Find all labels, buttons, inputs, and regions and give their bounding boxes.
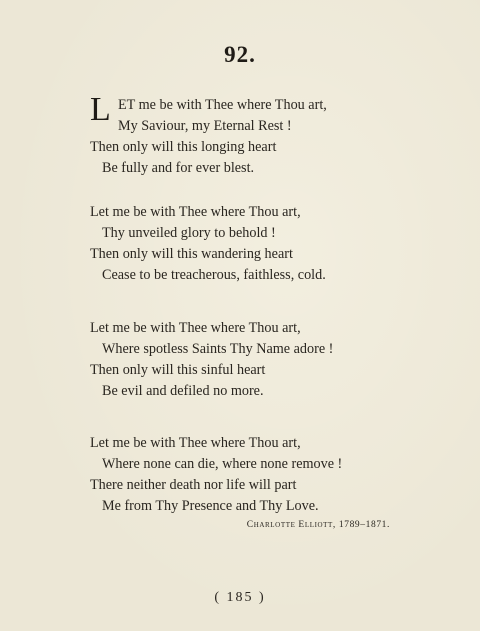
stanza-1-line-2: My Saviour, my Eternal Rest ! (118, 118, 292, 134)
page-number: ( 185 ) (214, 590, 266, 605)
stanza-1 (90, 91, 430, 179)
drop-cap: L (90, 91, 111, 128)
stanza-2 (90, 202, 430, 286)
stanza-3-line-1: Let me be with Thee where Thou art, (90, 320, 301, 336)
stanza-1-line-3: Then only will this longing heart (90, 139, 277, 155)
stanza-3-line-4: Be evil and defiled no more. (102, 383, 264, 399)
stanza-2-line-3: Then only will this wandering heart (90, 246, 293, 262)
stanza-3 (90, 318, 430, 402)
stanza-3-line-3: Then only will this sinful heart (90, 362, 266, 378)
stanza-4 (90, 433, 430, 517)
stanza-2-line-2: Thy unveiled glory to behold ! (102, 225, 276, 241)
stanza-3-line-2: Where spotless Saints Thy Name adore ! (102, 341, 334, 357)
stanza-4-line-4: Me from Thy Presence and Thy Love. (102, 498, 319, 514)
author-attribution: Charlotte Elliott, 1789–1871. (246, 520, 390, 530)
stanza-4-line-3: There neither death nor life will part (90, 477, 297, 493)
stanza-1-line-4: Be fully and for ever blest. (102, 160, 255, 176)
stanza-2-line-4: Cease to be treacherous, faithless, cold. (102, 267, 326, 283)
stanza-2-line-1: Let me be with Thee where Thou art, (90, 204, 301, 220)
hymn-number: 92. (224, 42, 256, 67)
stanza-4-line-2: Where none can die, where none remove ! (102, 456, 343, 472)
first-line-text: ET me be with Thee where Thou art, (118, 97, 327, 113)
stanza-4-line-1: Let me be with Thee where Thou art, (90, 435, 301, 451)
